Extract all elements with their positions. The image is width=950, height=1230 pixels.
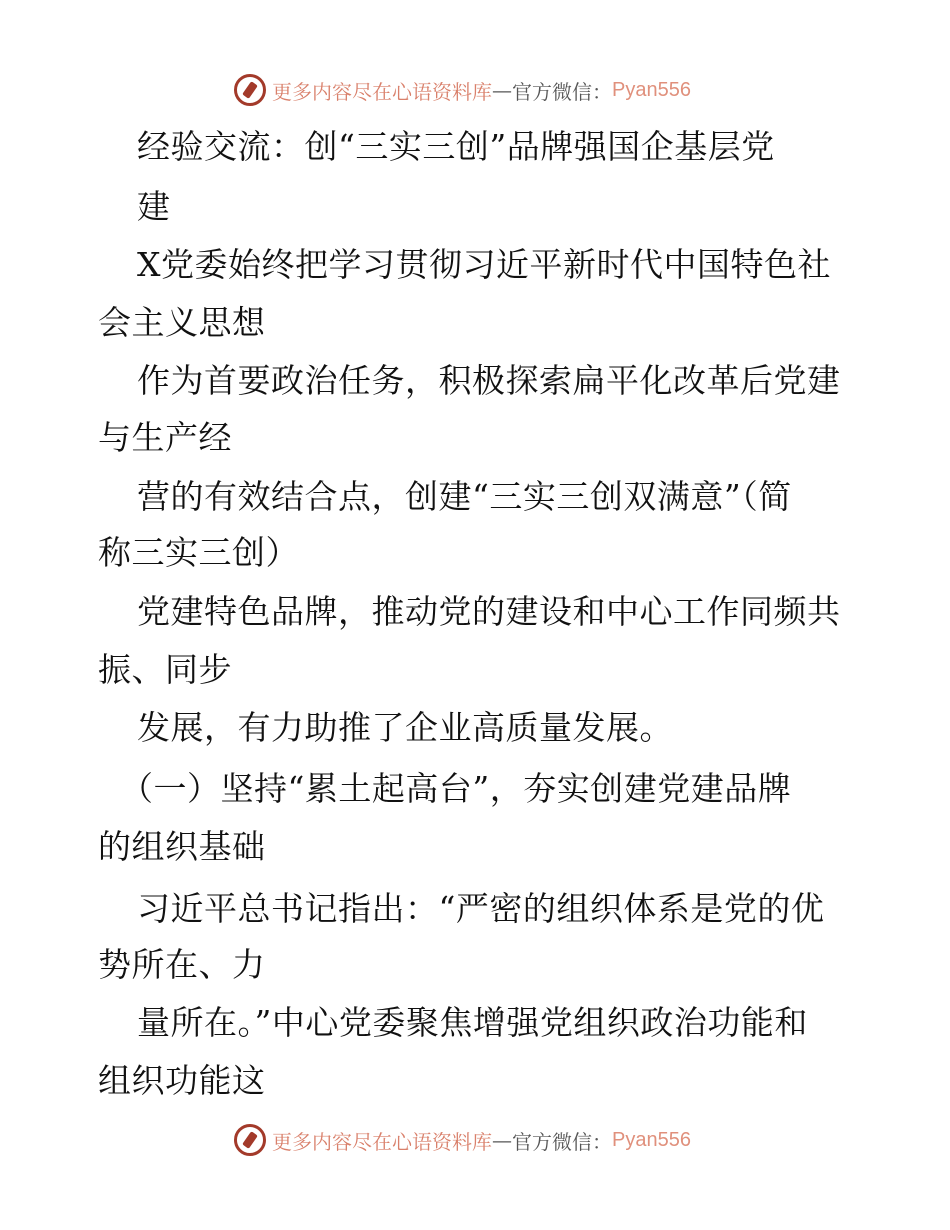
watermark-header	[234, 72, 691, 108]
title-line: 建	[137, 187, 171, 226]
title-line: 经验交流：创“三实三创”品牌强国企基层党	[137, 127, 775, 166]
section-heading-line: （一）坚持“累土起高台”，夯实创建党建品牌	[120, 769, 792, 808]
watermark-dash: —	[492, 78, 512, 102]
paragraph-line: 营的有效结合点，创建“三实三创双满意”（简	[137, 477, 792, 516]
watermark-dash: —	[492, 1128, 512, 1152]
logo-icon	[234, 74, 266, 106]
paragraph-line: 势所在、力	[98, 945, 266, 984]
paragraph-line: 振、同步	[98, 650, 232, 689]
paragraph-line: 会主义思想	[98, 303, 266, 342]
paragraph-line: 作为首要政治任务，积极探索扁平化改革后党建	[137, 361, 841, 400]
watermark-footer	[234, 1122, 691, 1158]
paragraph-line: 量所在。”中心党委聚焦增强党组织政治功能和	[137, 1003, 808, 1042]
paragraph-line: X党委始终把学习贯彻习近平新时代中国特色社	[137, 245, 831, 284]
logo-icon	[234, 1124, 266, 1156]
paragraph-line: 发展，有力助推了企业高质量发展。	[137, 708, 673, 747]
paragraph-line: 习近平总书记指出：“严密的组织体系是党的优	[137, 889, 825, 928]
paragraph-line: 称三实三创）	[98, 533, 299, 572]
watermark-wechat-id: Pyan556	[612, 1128, 691, 1151]
watermark-wechat-label: 官方微信：	[512, 79, 612, 104]
watermark-wechat-label: 官方微信：	[512, 1129, 612, 1154]
paragraph-line: 组织功能这	[98, 1061, 266, 1100]
paragraph-line: 党建特色品牌，推动党的建设和中心工作同频共	[137, 592, 841, 631]
section-heading-line: 的组织基础	[98, 827, 266, 866]
watermark-wechat-id: Pyan556	[612, 78, 691, 101]
watermark-site: 更多内容尽在心语资料库	[272, 1129, 492, 1154]
paragraph-line: 与生产经	[98, 418, 232, 457]
watermark-site: 更多内容尽在心语资料库	[272, 79, 492, 104]
